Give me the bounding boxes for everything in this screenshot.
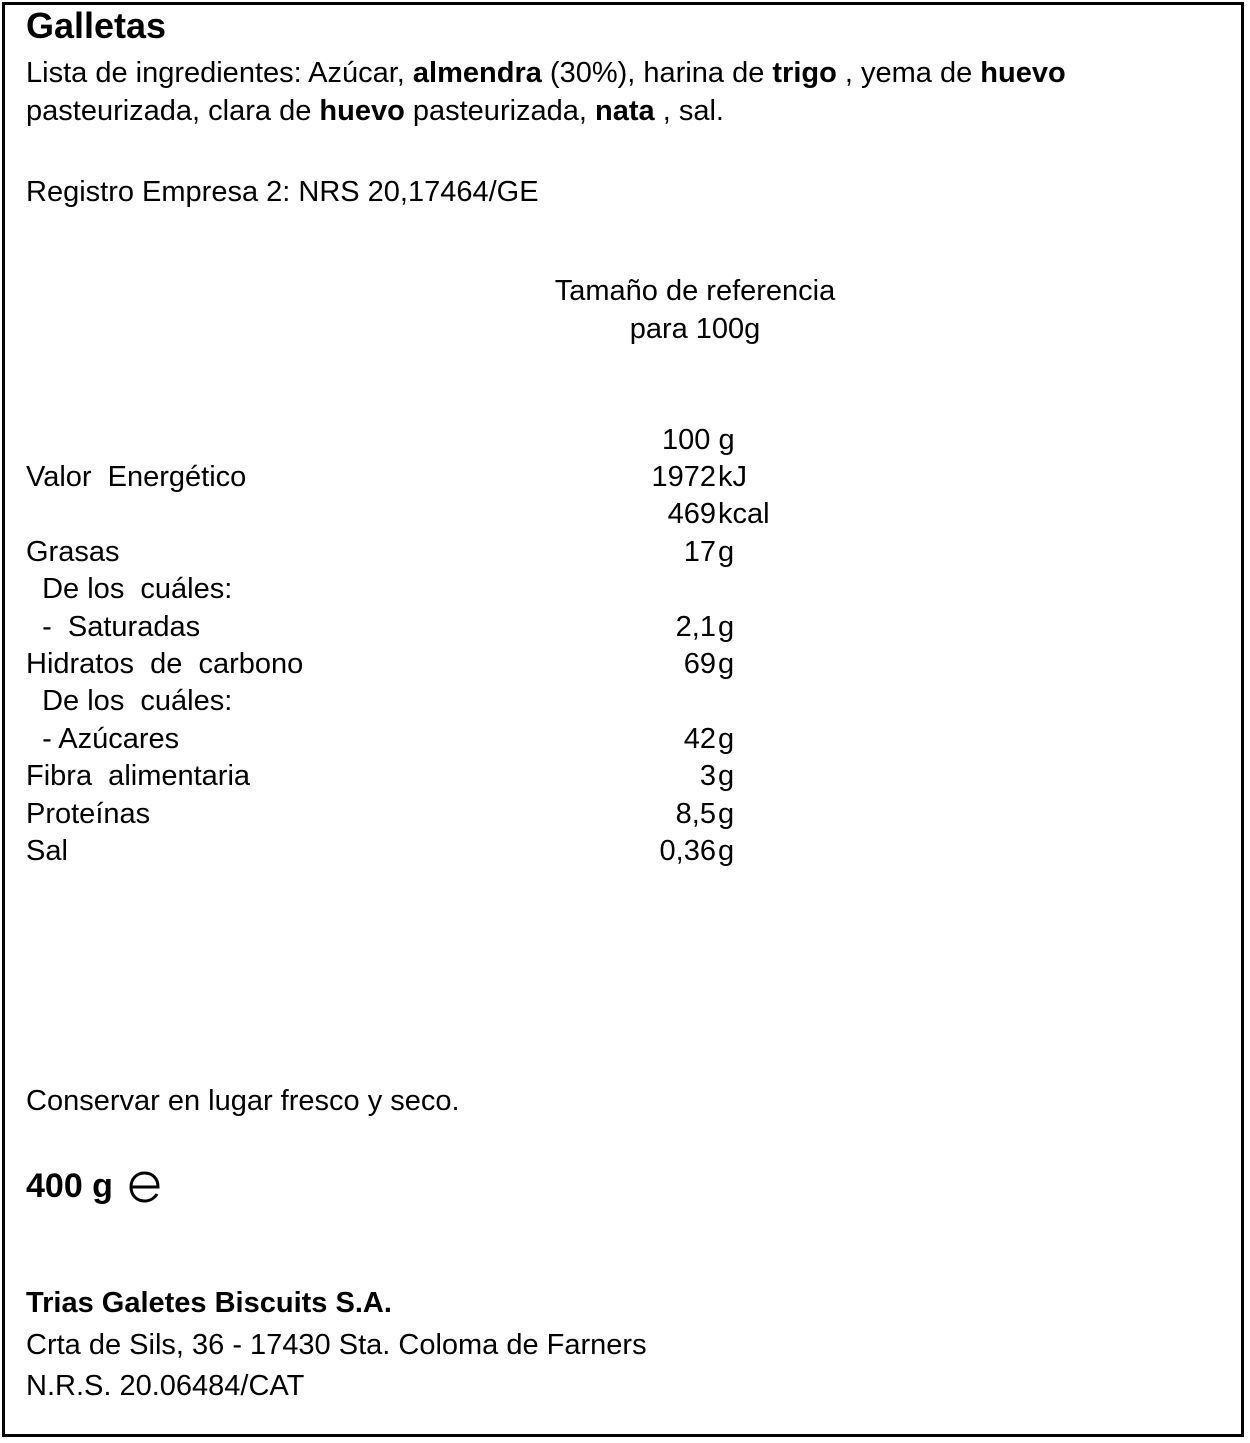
ingredient-text: pasteurizada, clara de (26, 95, 320, 127)
nutrition-label: - Saturadas (26, 610, 201, 643)
nutrition-label: De los cuáles: (26, 573, 233, 606)
nutrition-value: 2,1 (675, 610, 716, 643)
nutrition-value: 42 (683, 722, 716, 755)
nutrition-value: 3 (699, 760, 716, 793)
product-title: Galletas (26, 5, 167, 46)
nutrition-value: 0,36 (659, 835, 716, 867)
storage-instructions: Conservar en lugar fresco y seco. (26, 1085, 460, 1117)
ingredient-allergen: huevo (980, 57, 1066, 89)
company-address: Crta de Sils, 36 - 17430 Sta. Coloma de Farners (26, 1329, 647, 1361)
net-weight: 400 g (26, 1167, 113, 1205)
nutrition-unit: g (718, 722, 735, 755)
company-name: Trias Galetes Biscuits S.A. (26, 1287, 392, 1319)
nutrition-header-line-1: Tamaño de referencia (554, 275, 836, 307)
nutrition-label: Sal (26, 835, 68, 867)
ingredient-text: , sal. (654, 95, 724, 127)
nutrition-unit: kJ (718, 461, 747, 493)
nutrition-value: 1972 (651, 461, 716, 493)
nutrition-label: Valor Energético (26, 461, 247, 493)
nutrition-unit: kcal (718, 498, 770, 531)
nutrition-label: Fibra alimentaria (26, 760, 251, 793)
nutrition-value: 8,5 (675, 797, 716, 830)
ingredient-text: (30%), harina de (541, 57, 773, 89)
ingredients-line-2 (26, 93, 724, 129)
ingredient-allergen: nata (595, 95, 655, 127)
nutrition-label: Grasas (26, 535, 120, 568)
nutrition-unit: g (718, 797, 735, 830)
nutrition-label: De los cuáles: (26, 685, 233, 718)
ingredients-parts (413, 57, 1066, 89)
nutrition-unit: g (718, 610, 735, 643)
ingredients-line-1 (26, 55, 1066, 91)
ingredient-allergen: huevo (319, 95, 405, 127)
nutrition-label: - Azúcares (26, 722, 180, 755)
nutrition-unit: g (718, 760, 735, 793)
ingredients-prefix: Lista de ingredientes: Azúcar, (26, 57, 413, 89)
label-frame (2, 2, 1244, 1437)
nutrition-unit: g (718, 648, 735, 680)
registry-text: Registro Empresa 2: NRS 20,17464/GE (26, 176, 539, 208)
nutrition-label: Hidratos de carbono (26, 648, 304, 680)
ingredient-allergen: almendra (412, 57, 542, 89)
estimated-sign-icon (127, 1170, 163, 1204)
nutrition-unit: g (718, 535, 735, 568)
ingredient-text: pasteurizada, (404, 95, 596, 127)
company-nrs: N.R.S. 20.06484/CAT (26, 1370, 305, 1402)
nutrition-value: 69 (683, 648, 716, 680)
ingredient-allergen: trigo (772, 57, 837, 89)
nutrition-label: Proteínas (26, 797, 151, 830)
nutrition-value: 469 (667, 498, 716, 531)
ingredient-text: , yema de (836, 57, 981, 89)
nutrition-value: 17 (683, 535, 716, 568)
nutrition-unit: g (718, 835, 735, 867)
nutrition-header-line-2: para 100g (629, 313, 761, 345)
nutrition-column-header: 100 g (662, 424, 735, 456)
